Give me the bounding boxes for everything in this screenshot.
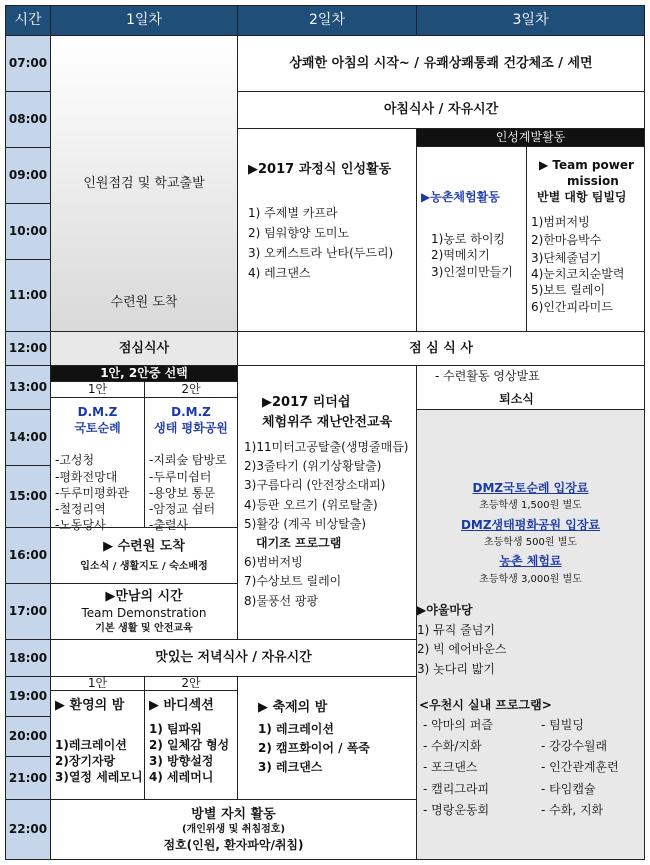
option1-label: 1안 xyxy=(50,381,145,398)
time-1700: 17:00 xyxy=(5,583,51,640)
option1-item: -두루미평화관 xyxy=(55,485,129,500)
fee-farm: 농촌 체험료 xyxy=(499,554,562,569)
standby-item: 8)물풍선 팡팡 xyxy=(244,593,319,608)
option2-item: -지뢰숲 탐방로 xyxy=(149,453,227,468)
time-1200: 12:00 xyxy=(5,331,51,366)
festival-title: ▶ 축제의 밤 xyxy=(258,700,328,715)
header-time: 시간 xyxy=(5,5,51,36)
festival-item: 2) 캠프화이어 / 폭죽 xyxy=(258,740,370,755)
fee-eco-park: DMZ생태평화공원 입장료 xyxy=(460,517,601,532)
review-text: - 수련활동 영상발표 xyxy=(435,369,540,384)
option-choice-header: 1안, 2안중 선택 xyxy=(50,365,238,382)
body-section xyxy=(144,690,238,800)
indoor-item: - 강강수월래 xyxy=(541,739,608,754)
header-day1: 1일차 xyxy=(50,5,238,36)
night-yard-title: ▶야울마당 xyxy=(417,603,473,618)
team-item: 4)눈치코치순발력 xyxy=(531,267,625,282)
leader-item: 2)3줄타기 (위기상황탈출) xyxy=(244,459,382,474)
time-1000: 10:00 xyxy=(5,203,51,260)
indoor-item: - 명랑운동회 xyxy=(423,802,490,817)
time-1800: 18:00 xyxy=(5,639,51,677)
fee-dmz-tour-sub: 초등학생 1,500원 별도 xyxy=(479,500,582,512)
day1-lunch: 점심식사 xyxy=(50,331,238,366)
option1-title1: D.M.Z xyxy=(77,405,118,419)
time-0700: 07:00 xyxy=(5,35,51,92)
arrival-sub: 입소식 / 생활지도 / 숙소배정 xyxy=(80,560,208,572)
lunch-row: 점 심 식 사 xyxy=(237,331,645,366)
standby-item: 7)수상보트 릴레이 xyxy=(244,574,342,589)
room-title: 방별 자치 활동 xyxy=(191,806,276,822)
farm-title: ▶농촌체험활동 xyxy=(421,190,500,204)
time-1300: 13:00 xyxy=(5,365,51,410)
indoor-item: - 팀빌딩 xyxy=(541,718,584,732)
farm-item: 1)농로 하이킹 xyxy=(431,232,506,247)
day12-dinner: 맛있는 저녁식사 / 자유시간 xyxy=(50,639,417,677)
time-1400: 14:00 xyxy=(5,409,51,466)
day2-leadership xyxy=(237,365,417,640)
option2-item: -암정교 쉼터 xyxy=(149,501,216,516)
leader-title2: 체험위주 재난안전교육 xyxy=(262,414,393,430)
indoor-program-title: <우천시 실내 프로그램> xyxy=(419,697,552,712)
course-item: 4) 레크댄스 xyxy=(248,266,311,281)
standby-item: 6)범버저빙 xyxy=(244,555,303,570)
team-title3: 반별 대항 팀빌딩 xyxy=(537,190,627,205)
standby-title: 대기조 프로그램 xyxy=(256,536,342,551)
option1-item: -노동당사 xyxy=(55,518,106,533)
fee-dmz-tour: DMZ국토순례 입장료 xyxy=(472,481,589,495)
meet-title: ▶만남의 시간 xyxy=(105,588,183,604)
team-item: 3)단체줄넘기 xyxy=(531,250,602,265)
farm-item: 2)떡메치기 xyxy=(431,248,490,263)
leader-item: 1)11미터고공탈출(생명줄매듭) xyxy=(244,440,409,455)
farm-item: 3)인절미만들기 xyxy=(431,264,513,279)
course-item: 3) 오케스트라 난타(두드리) xyxy=(248,245,394,260)
leader-item: 5)활강 (계곡 비상탈출) xyxy=(244,516,367,531)
arrival-title: ▶ 수련원 도착 xyxy=(103,538,185,554)
option1-item: -고성청 xyxy=(55,453,95,468)
course-item: 2) 팀워향양 도미노 xyxy=(248,225,350,240)
closing-ceremony xyxy=(416,365,645,410)
time-2000: 20:00 xyxy=(5,716,51,757)
night-option2-label: 2안 xyxy=(144,676,238,691)
indoor-item: - 악마의 퍼즐 xyxy=(423,718,493,732)
day1-meet-block xyxy=(50,583,238,640)
time-0800: 08:00 xyxy=(5,91,51,148)
team-item: 5)보트 릴레이 xyxy=(531,283,606,298)
option2-eco-park xyxy=(144,397,238,533)
team-power-mission xyxy=(526,146,645,332)
course-item: 1) 주제별 카프라 xyxy=(248,205,338,220)
body-item: 3) 방향설정 xyxy=(149,753,214,768)
option1-item: -평화전망대 xyxy=(55,469,118,484)
indoor-item: - 수화/지화 xyxy=(423,739,482,754)
team-item: 6)인간피라미드 xyxy=(531,299,613,314)
festival-item: 1) 레크레이션 xyxy=(258,721,334,736)
welcome-item: 1)레크레이션 xyxy=(55,737,127,752)
leader-item: 4)등판 오르기 (위로탈출) xyxy=(244,497,378,512)
room-activity xyxy=(50,799,417,860)
team-item: 1)범퍼저빙 xyxy=(531,214,590,229)
option2-item: -용양보 통문 xyxy=(149,485,216,500)
welcome-title: ▶ 환영의 밤 xyxy=(55,698,125,713)
option2-title1: D.M.Z xyxy=(171,405,211,419)
course-title: ▶2017 과정식 인성활동 xyxy=(248,162,392,177)
night-yard-item: 3) 놋다리 밟기 xyxy=(417,661,495,676)
header-day2: 2일차 xyxy=(237,5,417,36)
option1-dmz-tour xyxy=(50,397,145,533)
day1-arrival-block xyxy=(50,527,238,584)
day2-course-activity xyxy=(237,128,417,332)
time-1900: 19:00 xyxy=(5,676,51,717)
room-sub2: 점호(인원, 환자파악/취침) xyxy=(163,837,304,852)
option2-item: -두루미쉼터 xyxy=(149,469,212,484)
option2-label: 2안 xyxy=(144,381,238,398)
welcome-night xyxy=(50,690,145,800)
indoor-item: - 인간관계훈련 xyxy=(541,760,619,775)
team-item: 2)한마음박수 xyxy=(531,232,602,247)
night-yard-item: 2) 빅 에어바운스 xyxy=(417,642,507,657)
checkin-text: 인원점검 및 학교출발 xyxy=(83,176,205,191)
body-title: ▶ 바디섹션 xyxy=(149,698,214,713)
meet-sub1: Team Demonstration xyxy=(81,606,207,621)
welcome-item: 3)열정 세레모니 xyxy=(55,769,143,784)
farm-experience xyxy=(416,146,527,332)
team-title1: ▶ Team power xyxy=(539,158,634,172)
time-2100: 21:00 xyxy=(5,756,51,800)
time-2200: 22:00 xyxy=(5,799,51,860)
team-title2: mission xyxy=(567,174,619,189)
day1-morning xyxy=(50,35,238,332)
body-item: 4) 세레머니 xyxy=(149,770,214,785)
breakfast-row: 아침식사 / 자유시간 xyxy=(237,91,645,129)
leader-item: 3)구름다리 (안전장소대피) xyxy=(244,478,386,493)
arrive-text: 수련원 도착 xyxy=(110,294,178,310)
indoor-item: - 포크댄스 xyxy=(423,760,478,775)
fee-eco-park-sub: 초등학생 500원 별도 xyxy=(483,536,578,548)
night-option1-label: 1안 xyxy=(50,676,145,691)
body-item: 2) 일체감 형성 xyxy=(149,737,230,752)
day2-festival-night xyxy=(237,676,417,800)
fee-farm-sub: 초등학생 3,000원 별도 xyxy=(479,573,582,585)
night-yard-item: 1) 뮤직 줄넘기 xyxy=(417,623,495,638)
header-day3: 3일차 xyxy=(416,5,645,36)
meet-sub2: 기본 생활 및 안전교육 xyxy=(95,622,193,634)
body-item: 1) 팀파워 xyxy=(149,721,202,736)
character-activity-header: 인성계발활동 xyxy=(416,128,645,147)
morning-routine: 상쾌한 아침의 시작~ / 유쾌상쾌통쾌 건강체조 / 세면 xyxy=(237,35,645,92)
option2-item: -출렬사 xyxy=(149,518,189,533)
time-0900: 09:00 xyxy=(5,147,51,204)
time-1100: 11:00 xyxy=(5,259,51,332)
indoor-item: - 타임캡슐 xyxy=(541,781,596,796)
option1-title2: 국토순례 xyxy=(74,421,121,436)
option2-title2: 생태 평화공원 xyxy=(154,421,228,436)
indoor-item: - 캘리그라피 xyxy=(423,781,490,796)
room-sub: (개인위생 및 취침점호) xyxy=(181,824,286,836)
leader-title: ▶2017 리더쉽 xyxy=(262,395,351,410)
exit-text: 퇴소식 xyxy=(499,391,534,406)
indoor-item: - 수화, 지화 xyxy=(541,802,604,817)
day3-afternoon xyxy=(416,409,645,860)
time-1600: 16:00 xyxy=(5,527,51,584)
festival-item: 3) 레크댄스 xyxy=(258,759,323,774)
option1-item: -철정리역 xyxy=(55,501,106,516)
welcome-item: 2)장기자랑 xyxy=(55,753,116,768)
time-1500: 15:00 xyxy=(5,465,51,528)
